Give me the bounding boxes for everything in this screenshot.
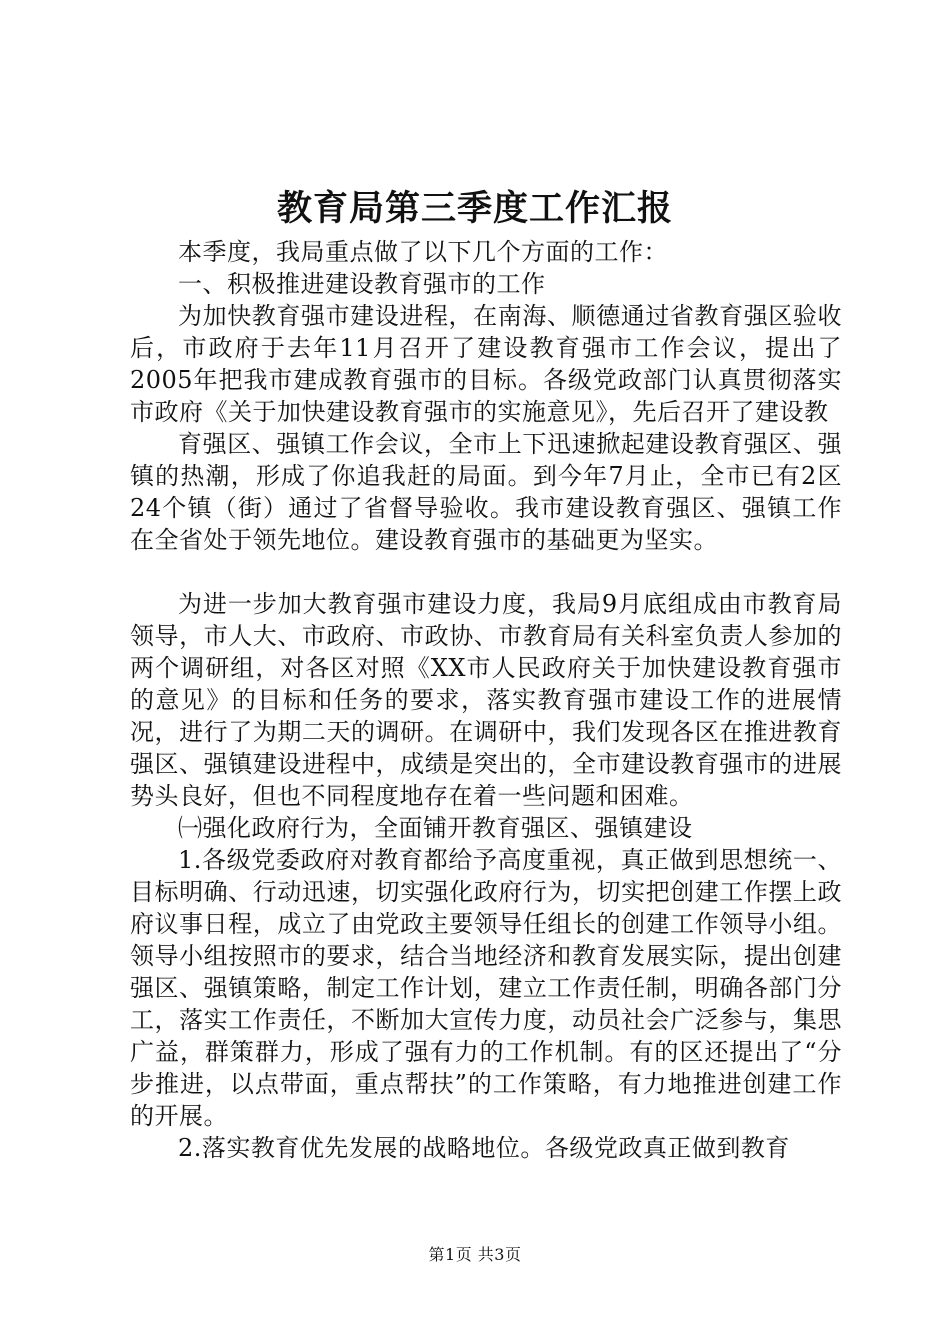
body-paragraph: 育强区、强镇工作会议，全市上下迅速掀起建设教育强区、强镇的热潮，形成了你追我赶的局面。到今年7月止，全市已有2区24个镇（街）通过了省督导验收。我市建设教育强区、强镇工作在全省处于领先地位。建设教育强市的基础更为坚实。 — [130, 430, 842, 554]
body-paragraph: 为进一步加大教育强市建设力度，我局9月底组成由市教育局领导，市人大、市政府、市政协、市教育局有关科室负责人参加的两个调研组，对各区对照《XX市人民政府关于加快建设教育强市的意见》的目标和任务的要求，落实教育强市建设工作的进展情况，进行了为期二天的调研。在调研中，我们发现各区在推进教育强区、强镇建设进程中，成绩是突出的，全市建设教育强市的进展势头良好，但也不同程度地存在着一些问题和困难。 — [130, 590, 842, 810]
body-paragraph: 1.各级党委政府对教育都给予高度重视，真正做到思想统一、目标明确、行动迅速，切实强化政府行为，切实把创建工作摆上政府议事日程，成立了由党政主要领导任组长的创建工作领导小组。领导小组按照市的要求，结合当地经济和教育发展实际，提出创建强区、强镇策略，制定工作计划，建立工作责任制，明确各部门分工，落实工作责任，不断加大宣传力度，动员社会广泛参与，集思广益，群策群力，形成了强有力的工作机制。有的区还提出了“分步推进，以点带面，重点帮扶”的工作策略，有力地推进创建工作的开展。 — [130, 846, 842, 1130]
body-paragraph: 本季度，我局重点做了以下几个方面的工作： — [178, 238, 668, 266]
subsection-heading: ㈠强化政府行为，全面铺开教育强区、强镇建设 — [178, 814, 693, 842]
page-number-footer: 第1页 共3页 — [428, 1245, 522, 1264]
body-paragraph: 2.落实教育优先发展的战略地位。各级党政真正做到教育 — [178, 1134, 790, 1162]
document-body — [130, 236, 842, 1164]
document-title: 教育局第三季度工作汇报 — [276, 188, 673, 229]
body-paragraph: 为加快教育强市建设进程，在南海、顺德通过省教育强区验收后，市政府于去年11月召开了建设教育强市工作会议，提出了2005年把我市建成教育强市的目标。各级党政部门认真贯彻落实市政府《关于加快建设教育强市的实施意见》，先后召开了建设教 — [130, 302, 842, 426]
section-heading: 一、积极推进建设教育强市的工作 — [178, 270, 546, 298]
